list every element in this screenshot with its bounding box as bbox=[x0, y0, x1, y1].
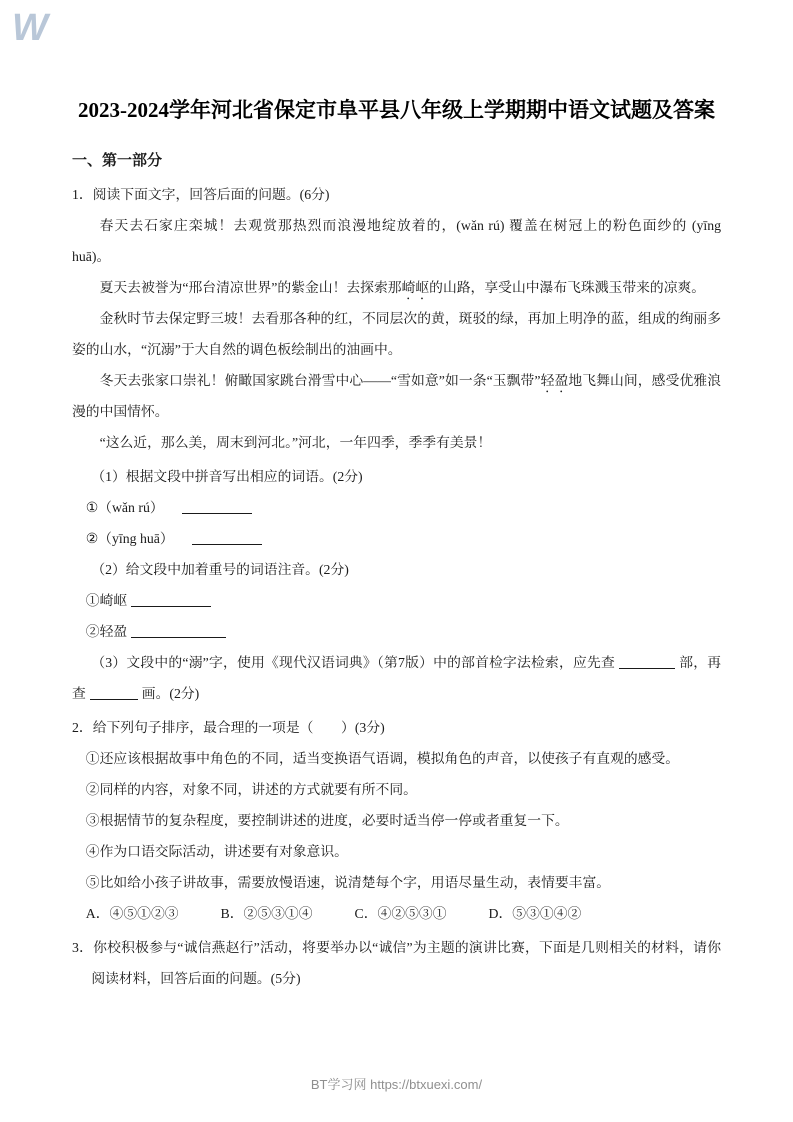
passage-text: 的山路，享受山中瀑布飞珠溅玉带来的凉爽。 bbox=[429, 280, 706, 295]
sentence-item-3: ③根据情节的复杂程度，要控制讲述的进度，必要时适当停一停或者重复一下。 bbox=[85, 813, 569, 828]
section-heading: 一、第一部分 bbox=[72, 153, 163, 169]
stem-text: （3）文段中的“溺”字，使用《现代汉语词典》（第7版）中的部首检字法检索，应先查 bbox=[91, 655, 616, 670]
answer-blank bbox=[619, 655, 675, 669]
answer-blank bbox=[182, 500, 252, 514]
stem-text: 画。(2分) bbox=[141, 686, 200, 701]
passage-text: 地飞舞山间，感受优雅浪漫的中国情怀。 bbox=[72, 373, 721, 419]
page-title: 2023-2024学年河北省保定市阜平县八年级上学期期中语文试题及答案 bbox=[78, 98, 715, 122]
passage-paragraph-summer bbox=[72, 272, 721, 303]
footer-credit bbox=[0, 1076, 793, 1094]
emphasized-word-qiqu: 崎岖 bbox=[401, 280, 430, 295]
question-1-stem: 1．阅读下面文字，回答后面的问题。(6分) bbox=[72, 187, 330, 202]
stem-text: 部，再查 bbox=[72, 655, 721, 701]
footer-site-name: BT学习网 bbox=[310, 1077, 371, 1092]
sentence-item-1: ①还应该根据故事中角色的不同，适当变换语气语调，模拟角色的声音，以使孩子有直观的感受。 bbox=[85, 751, 680, 766]
question-2-stem: 2．给下列句子排序，最合理的一项是（ ）(3分) bbox=[72, 720, 385, 735]
footer-url-link[interactable]: https://btxuexi.com/ bbox=[370, 1077, 483, 1092]
fill-blank-item-wanru bbox=[72, 492, 721, 523]
sentence-item-4: ④作为口语交际活动，讲述要有对象意识。 bbox=[85, 844, 348, 859]
question-1-1-stem: （1）根据文段中拼音写出相应的词语。(2分) bbox=[91, 469, 363, 484]
passage-paragraph-slogan: “这么近，那么美，周末到河北。”河北，一年四季，季季有美景！ bbox=[99, 435, 492, 450]
passage-text: 冬天去张家口崇礼！俯瞰国家跳台滑雪中心——“雪如意”如一条“玉飘带” bbox=[99, 373, 541, 388]
passage-paragraph-spring: 春天去石家庄栾城！去观赏那热烈而浪漫地绽放着的，(wǎn rú) 覆盖在树冠上的粉色面纱的 (yīng huā)。 bbox=[72, 218, 721, 264]
question-3-stem: 3．你校积极参与“诚信燕赵行”活动，将要举办以“诚信”为主题的演讲比赛，下面是几则相关的材料，请你阅读材料，回答后面的问题。(5分) bbox=[72, 940, 721, 986]
item-label: ②（yīng huā） bbox=[85, 531, 174, 546]
sentence-item-5: ⑤比如给小孩子讲故事，需要放慢语速，说清楚每个字，用语尽量生动，表情要丰富。 bbox=[85, 875, 611, 890]
passage-paragraph-autumn: 金秋时节去保定野三坡！去看那各种的红，不同层次的黄，斑驳的绿，再加上明净的蓝，组成的绚丽多姿的山水，“沉溺”于大自然的调色板绘制出的油画中。 bbox=[72, 311, 721, 357]
answer-blank bbox=[131, 624, 226, 638]
emphasized-word-qingying: 轻盈 bbox=[540, 373, 569, 388]
option-a: A．④⑤①②③ bbox=[85, 906, 179, 921]
option-d: D．⑤③①④② bbox=[488, 906, 582, 921]
passage-paragraph-winter bbox=[72, 365, 721, 427]
item-label: ②轻盈 bbox=[85, 624, 128, 639]
answer-blank bbox=[131, 593, 211, 607]
item-label: ①（wǎn rú） bbox=[85, 500, 164, 515]
sentence-item-2: ②同样的内容，对象不同，讲述的方式就要有所不同。 bbox=[85, 782, 417, 797]
watermark-logo: W bbox=[12, 7, 48, 49]
option-b: B．②⑤③①④ bbox=[220, 906, 313, 921]
answer-blank bbox=[192, 531, 262, 545]
answer-blank bbox=[90, 686, 138, 700]
option-c: C．④②⑤③① bbox=[354, 906, 447, 921]
pinyin-item-qiqu bbox=[72, 585, 721, 616]
choice-options-row bbox=[72, 898, 721, 929]
pinyin-item-qingying bbox=[72, 616, 721, 647]
item-label: ①崎岖 bbox=[85, 593, 128, 608]
question-1-2-stem: （2）给文段中加着重号的词语注音。(2分) bbox=[91, 562, 349, 577]
passage-text: 夏天去被誉为“邢台清凉世界”的紫金山！去探索那 bbox=[99, 280, 402, 295]
question-1-3-stem bbox=[72, 647, 721, 709]
fill-blank-item-yinghua bbox=[72, 523, 721, 554]
